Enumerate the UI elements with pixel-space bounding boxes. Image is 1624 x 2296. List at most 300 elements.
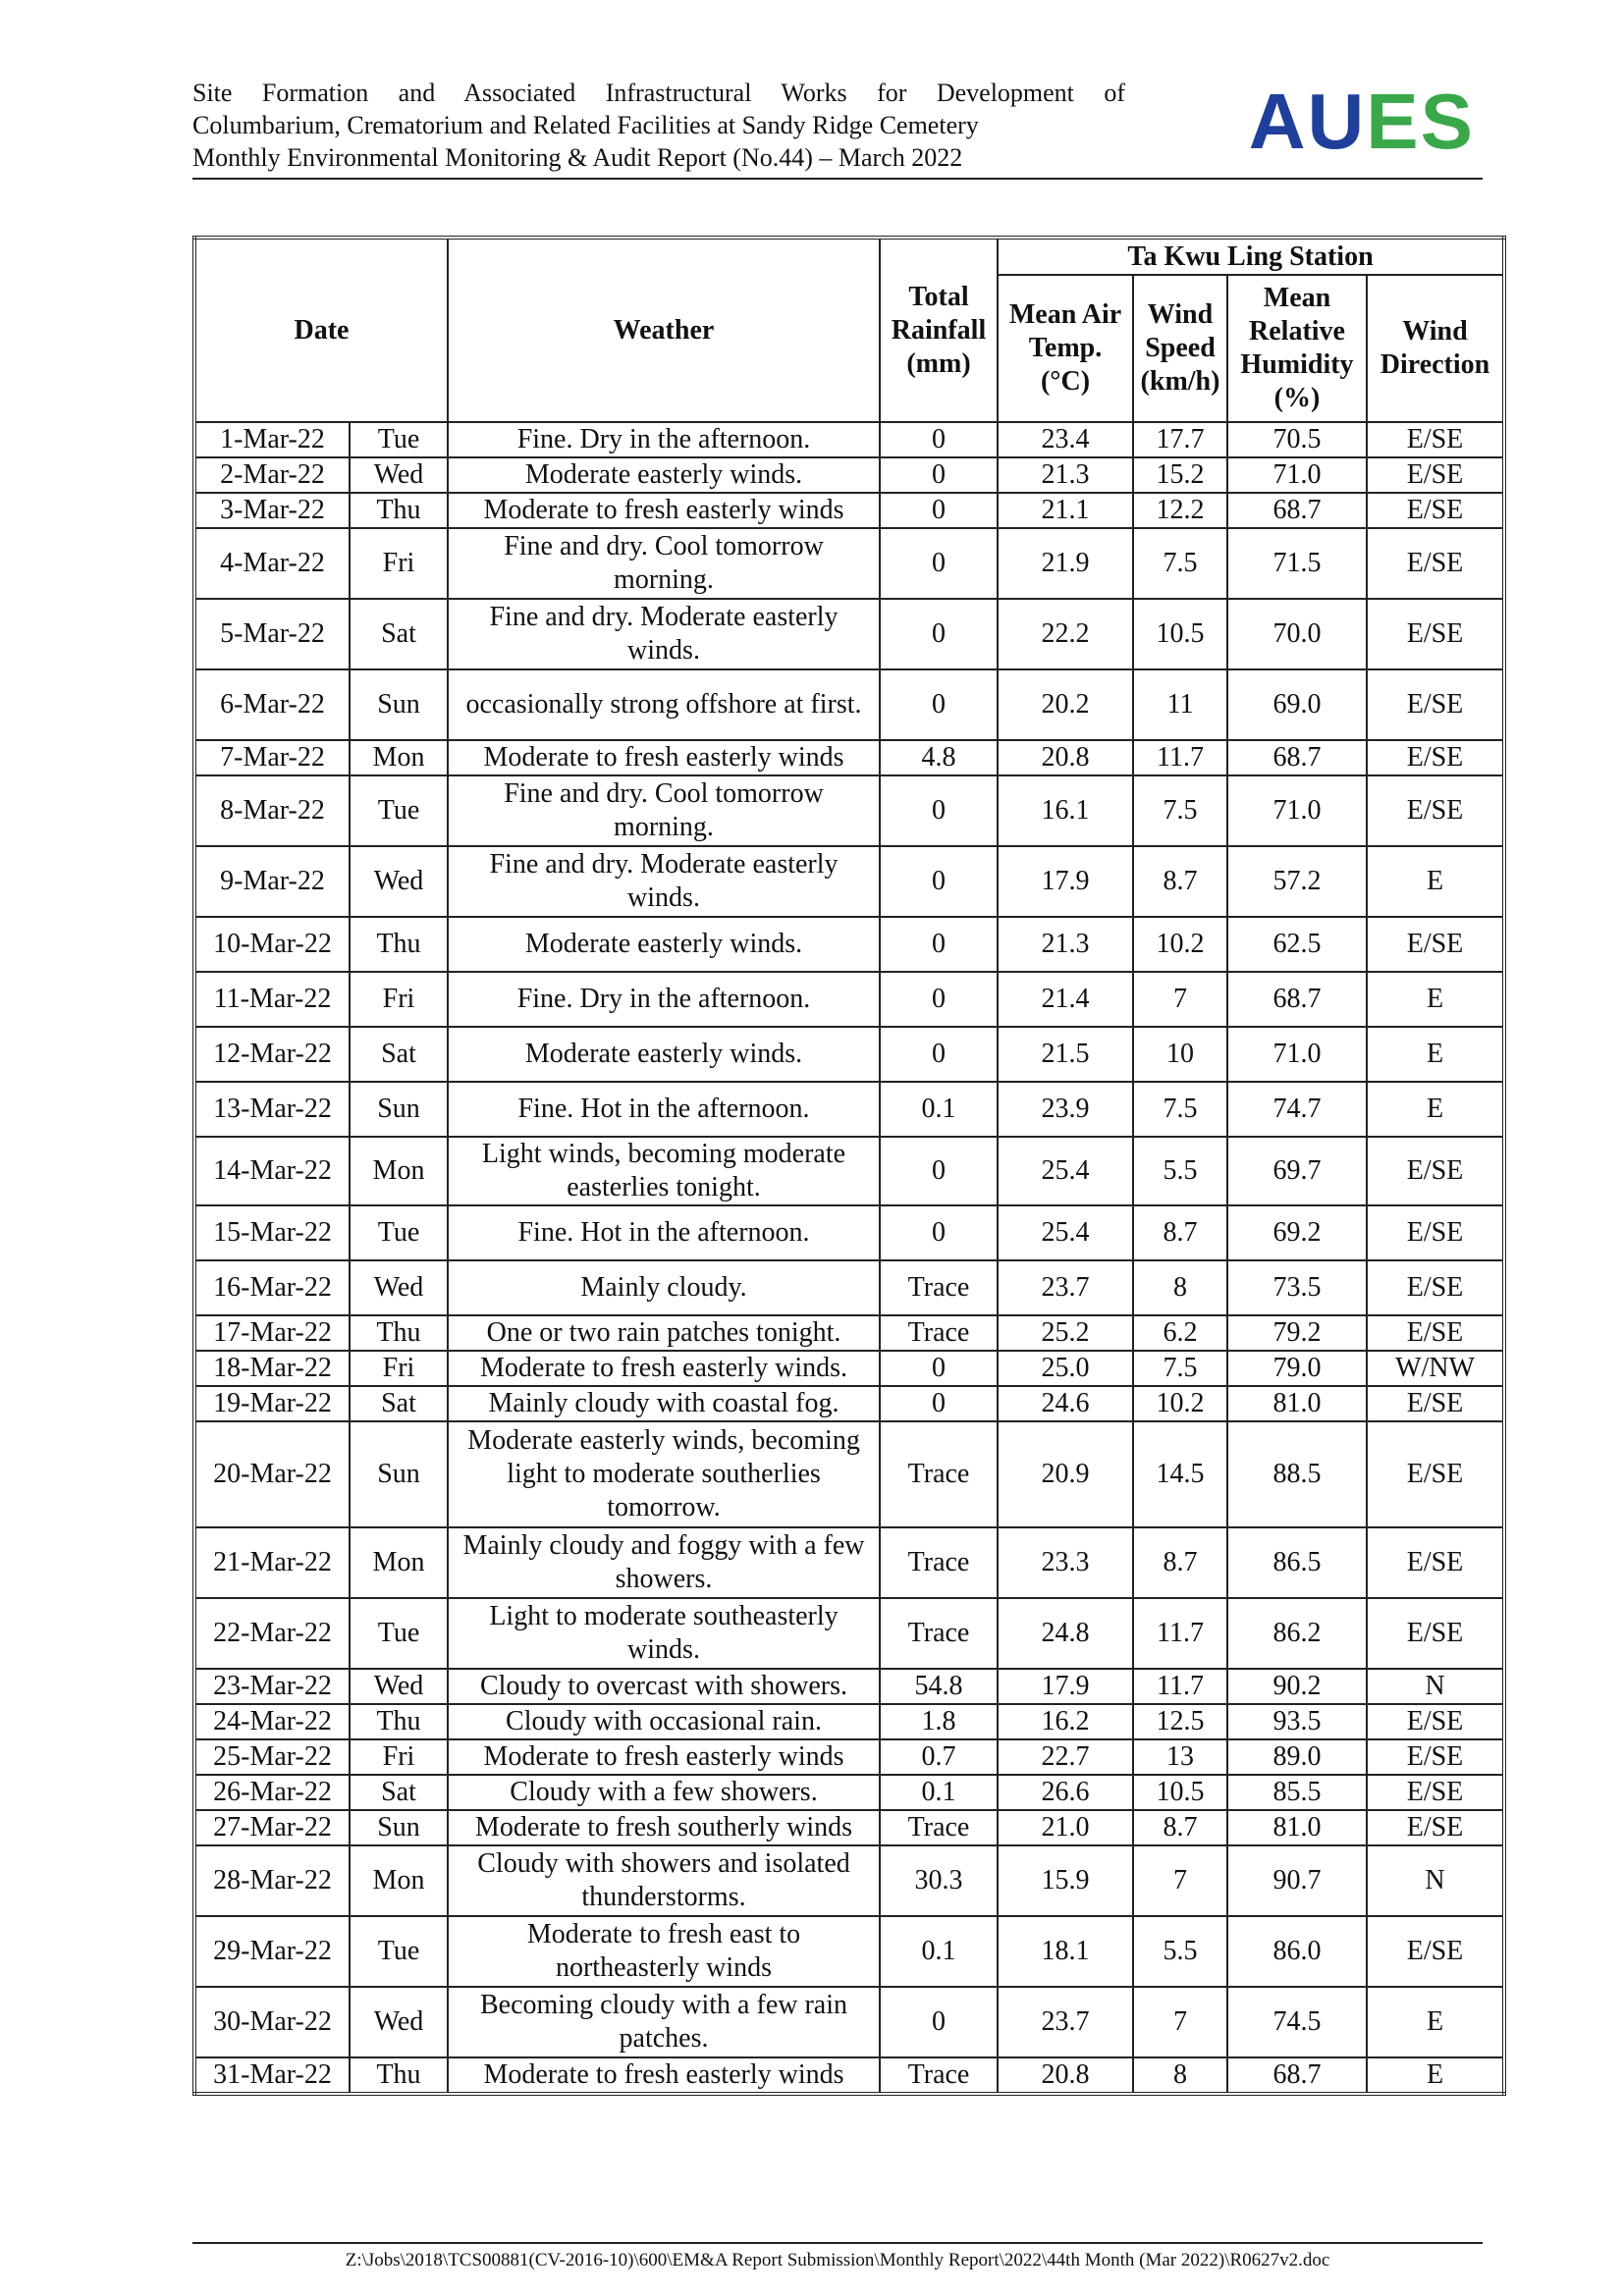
date-cell: 13-Mar-22	[194, 1082, 350, 1137]
wind-direction-cell: E	[1367, 1027, 1504, 1082]
humidity-cell: 73.5	[1227, 1260, 1367, 1315]
day-cell: Wed	[350, 1260, 448, 1315]
rainfall-cell: Trace	[880, 1598, 998, 1669]
table-row	[194, 1527, 1504, 1598]
table-row	[194, 1205, 1504, 1260]
weather-table-container	[192, 236, 1506, 2096]
wind-speed-cell: 8.7	[1133, 1527, 1227, 1598]
day-cell: Sun	[350, 1421, 448, 1527]
date-cell: 11-Mar-22	[194, 972, 350, 1027]
rainfall-cell: 0	[880, 1987, 998, 2057]
temp-cell: 23.7	[998, 1260, 1133, 1315]
day-cell: Mon	[350, 740, 448, 775]
wind-speed-cell: 5.5	[1133, 1916, 1227, 1987]
humidity-cell: 74.7	[1227, 1082, 1367, 1137]
rainfall-cell: 0	[880, 846, 998, 917]
table-row	[194, 846, 1504, 917]
temp-cell: 21.4	[998, 972, 1133, 1027]
wind-direction-cell: E/SE	[1367, 457, 1504, 493]
wind-direction-cell: E/SE	[1367, 599, 1504, 669]
wind-direction-cell: E/SE	[1367, 1315, 1504, 1351]
humidity-cell: 71.0	[1227, 1027, 1367, 1082]
temp-cell: 23.4	[998, 422, 1133, 457]
temp-cell: 24.8	[998, 1598, 1133, 1669]
weather-cell: Mainly cloudy with coastal fog.	[448, 1386, 880, 1421]
temp-cell: 23.7	[998, 1987, 1133, 2057]
rainfall-cell: 0	[880, 1027, 998, 1082]
rainfall-cell: 0	[880, 1386, 998, 1421]
table-row	[194, 2057, 1504, 2094]
weather-cell: Fine. Hot in the afternoon.	[448, 1082, 880, 1137]
wind-speed-cell: 10.5	[1133, 1775, 1227, 1810]
footer-divider	[192, 2242, 1483, 2244]
wind-direction-cell: E/SE	[1367, 493, 1504, 528]
humidity-cell: 62.5	[1227, 917, 1367, 972]
day-cell: Thu	[350, 917, 448, 972]
wind-direction-cell: E/SE	[1367, 422, 1504, 457]
table-row	[194, 917, 1504, 972]
aues-logo	[1248, 78, 1475, 165]
wind-direction-cell: E/SE	[1367, 775, 1504, 846]
table-row	[194, 1598, 1504, 1669]
date-cell: 27-Mar-22	[194, 1810, 350, 1845]
wind-direction-cell: E/SE	[1367, 740, 1504, 775]
day-cell: Thu	[350, 1704, 448, 1739]
weather-cell: Cloudy with a few showers.	[448, 1775, 880, 1810]
day-cell: Sat	[350, 1775, 448, 1810]
temp-cell: 25.0	[998, 1351, 1133, 1386]
rainfall-cell: Trace	[880, 1260, 998, 1315]
weather-cell: Moderate easterly winds.	[448, 457, 880, 493]
table-row	[194, 972, 1504, 1027]
weather-cell: Moderate to fresh east to northeasterly winds	[448, 1916, 880, 1987]
rainfall-cell: 0	[880, 775, 998, 846]
humidity-cell: 69.2	[1227, 1205, 1367, 1260]
date-cell: 22-Mar-22	[194, 1598, 350, 1669]
temp-cell: 25.4	[998, 1205, 1133, 1260]
date-cell: 19-Mar-22	[194, 1386, 350, 1421]
humidity-cell: 81.0	[1227, 1386, 1367, 1421]
date-cell: 29-Mar-22	[194, 1916, 350, 1987]
wind-direction-cell: E/SE	[1367, 1775, 1504, 1810]
wind-direction-cell: E/SE	[1367, 1810, 1504, 1845]
humidity-cell: 69.0	[1227, 669, 1367, 740]
date-cell: 30-Mar-22	[194, 1987, 350, 2057]
temp-cell: 26.6	[998, 1775, 1133, 1810]
rainfall-cell: 0	[880, 917, 998, 972]
humidity-cell: 68.7	[1227, 493, 1367, 528]
wind-direction-cell: E	[1367, 972, 1504, 1027]
temp-cell: 20.8	[998, 2057, 1133, 2094]
day-cell: Thu	[350, 2057, 448, 2094]
weather-cell: Fine. Hot in the afternoon.	[448, 1205, 880, 1260]
weather-cell: Light winds, becoming moderate easterlies tonight.	[448, 1137, 880, 1205]
weather-cell: Moderate to fresh easterly winds	[448, 493, 880, 528]
weather-table	[192, 236, 1506, 2096]
report-header	[192, 77, 1483, 175]
rainfall-cell: Trace	[880, 1315, 998, 1351]
table-row	[194, 1137, 1504, 1205]
wind-speed-cell: 12.5	[1133, 1704, 1227, 1739]
rainfall-cell: 0.1	[880, 1082, 998, 1137]
date-cell: 7-Mar-22	[194, 740, 350, 775]
date-cell: 24-Mar-22	[194, 1704, 350, 1739]
date-cell: 31-Mar-22	[194, 2057, 350, 2094]
day-cell: Fri	[350, 1351, 448, 1386]
wind-speed-cell: 11.7	[1133, 1669, 1227, 1704]
table-row	[194, 740, 1504, 775]
rainfall-cell: 4.8	[880, 740, 998, 775]
wind-speed-cell: 7.5	[1133, 1351, 1227, 1386]
report-title-block	[192, 77, 1125, 174]
file-path-footer: Z:\Jobs\2018\TCS00881(CV-2016-10)\600\EM&A Report Submission\Monthly Report\2022\44th Month (Mar 2022)\R0627v2.doc	[345, 2250, 1330, 2270]
day-cell: Fri	[350, 972, 448, 1027]
humidity-cell: 81.0	[1227, 1810, 1367, 1845]
wind-direction-cell: E/SE	[1367, 917, 1504, 972]
humidity-cell: 69.7	[1227, 1137, 1367, 1205]
wind-direction-cell: E/SE	[1367, 1739, 1504, 1775]
day-cell: Mon	[350, 1845, 448, 1916]
wind-direction-cell: E	[1367, 846, 1504, 917]
header-wind-speed: Wind Speed (km/h)	[1133, 275, 1227, 422]
weather-cell: Moderate to fresh easterly winds	[448, 1739, 880, 1775]
humidity-cell: 70.5	[1227, 422, 1367, 457]
date-cell: 21-Mar-22	[194, 1527, 350, 1598]
temp-cell: 25.2	[998, 1315, 1133, 1351]
date-cell: 26-Mar-22	[194, 1775, 350, 1810]
wind-speed-cell: 10.5	[1133, 599, 1227, 669]
wind-speed-cell: 7	[1133, 972, 1227, 1027]
report-title-line-2: Columbarium, Crematorium and Related Facilities at Sandy Ridge Cemetery	[192, 111, 979, 139]
wind-direction-cell: E	[1367, 2057, 1504, 2094]
humidity-cell: 86.5	[1227, 1527, 1367, 1598]
weather-cell: Cloudy with showers and isolated thunderstorms.	[448, 1845, 880, 1916]
wind-speed-cell: 8.7	[1133, 1205, 1227, 1260]
humidity-cell: 68.7	[1227, 2057, 1367, 2094]
wind-direction-cell: E/SE	[1367, 1205, 1504, 1260]
table-row	[194, 1315, 1504, 1351]
rainfall-cell: 0	[880, 972, 998, 1027]
day-cell: Tue	[350, 1598, 448, 1669]
logo-part-es: ES	[1366, 78, 1475, 165]
temp-cell: 22.7	[998, 1739, 1133, 1775]
wind-speed-cell: 11	[1133, 669, 1227, 740]
temp-cell: 23.9	[998, 1082, 1133, 1137]
date-cell: 3-Mar-22	[194, 493, 350, 528]
day-cell: Sun	[350, 669, 448, 740]
report-title-line-1: Site Formation and Associated Infrastructural Works for Development of	[192, 79, 1125, 107]
date-cell: 12-Mar-22	[194, 1027, 350, 1082]
weather-cell: Becoming cloudy with a few rain patches.	[448, 1987, 880, 2057]
wind-direction-cell: E/SE	[1367, 1137, 1504, 1205]
temp-cell: 20.2	[998, 669, 1133, 740]
weather-cell: Moderate easterly winds.	[448, 917, 880, 972]
header-divider	[192, 178, 1483, 180]
table-row	[194, 669, 1504, 740]
rainfall-cell: Trace	[880, 1527, 998, 1598]
rainfall-cell: 0.1	[880, 1916, 998, 1987]
wind-speed-cell: 5.5	[1133, 1137, 1227, 1205]
weather-cell: Fine. Dry in the afternoon.	[448, 422, 880, 457]
rainfall-cell: Trace	[880, 2057, 998, 2094]
report-title-line-3: Monthly Environmental Monitoring & Audit Report (No.44) – March 2022	[192, 143, 963, 172]
temp-cell: 21.0	[998, 1810, 1133, 1845]
table-row	[194, 1916, 1504, 1987]
humidity-cell: 74.5	[1227, 1987, 1367, 2057]
day-cell: Sun	[350, 1810, 448, 1845]
wind-speed-cell: 8.7	[1133, 846, 1227, 917]
weather-cell: Cloudy to overcast with showers.	[448, 1669, 880, 1704]
header-wind-direction: Wind Direction	[1367, 275, 1504, 422]
wind-speed-cell: 12.2	[1133, 493, 1227, 528]
temp-cell: 16.2	[998, 1704, 1133, 1739]
wind-direction-cell: E/SE	[1367, 1704, 1504, 1739]
temp-cell: 22.2	[998, 599, 1133, 669]
weather-cell: Moderate to fresh easterly winds	[448, 740, 880, 775]
rainfall-cell: 0.7	[880, 1739, 998, 1775]
table-row	[194, 1260, 1504, 1315]
day-cell: Tue	[350, 422, 448, 457]
humidity-cell: 70.0	[1227, 599, 1367, 669]
humidity-cell: 89.0	[1227, 1739, 1367, 1775]
logo-part-au: AU	[1248, 78, 1367, 165]
weather-cell: Moderate easterly winds, becoming light to moderate southerlies tomorrow.	[448, 1421, 880, 1527]
date-cell: 5-Mar-22	[194, 599, 350, 669]
wind-speed-cell: 7	[1133, 1987, 1227, 2057]
humidity-cell: 79.2	[1227, 1315, 1367, 1351]
humidity-cell: 90.2	[1227, 1669, 1367, 1704]
temp-cell: 24.6	[998, 1386, 1133, 1421]
weather-cell: Fine and dry. Moderate easterly winds.	[448, 846, 880, 917]
weather-table-body	[194, 422, 1504, 2094]
date-cell: 23-Mar-22	[194, 1669, 350, 1704]
date-cell: 14-Mar-22	[194, 1137, 350, 1205]
humidity-cell: 68.7	[1227, 972, 1367, 1027]
date-cell: 17-Mar-22	[194, 1315, 350, 1351]
temp-cell: 15.9	[998, 1845, 1133, 1916]
wind-direction-cell: E/SE	[1367, 528, 1504, 599]
humidity-cell: 71.0	[1227, 457, 1367, 493]
header-mean-relative-humidity: Mean Relative Humidity (%)	[1227, 275, 1367, 422]
rainfall-cell: 0	[880, 669, 998, 740]
date-cell: 1-Mar-22	[194, 422, 350, 457]
date-cell: 6-Mar-22	[194, 669, 350, 740]
wind-speed-cell: 7.5	[1133, 775, 1227, 846]
date-cell: 16-Mar-22	[194, 1260, 350, 1315]
weather-cell: Fine and dry. Cool tomorrow morning.	[448, 528, 880, 599]
humidity-cell: 85.5	[1227, 1775, 1367, 1810]
temp-cell: 20.8	[998, 740, 1133, 775]
header-date: Date	[194, 238, 448, 422]
wind-direction-cell: W/NW	[1367, 1351, 1504, 1386]
wind-speed-cell: 10.2	[1133, 1386, 1227, 1421]
day-cell: Thu	[350, 1315, 448, 1351]
table-row	[194, 1082, 1504, 1137]
rainfall-cell: 30.3	[880, 1845, 998, 1916]
temp-cell: 21.5	[998, 1027, 1133, 1082]
day-cell: Mon	[350, 1527, 448, 1598]
temp-cell: 17.9	[998, 1669, 1133, 1704]
day-cell: Fri	[350, 1739, 448, 1775]
rainfall-cell: 0	[880, 493, 998, 528]
date-cell: 9-Mar-22	[194, 846, 350, 917]
wind-direction-cell: E	[1367, 1987, 1504, 2057]
temp-cell: 25.4	[998, 1137, 1133, 1205]
rainfall-cell: 0	[880, 1351, 998, 1386]
weather-cell: Moderate easterly winds.	[448, 1027, 880, 1082]
weather-cell: Light to moderate southeasterly winds.	[448, 1598, 880, 1669]
temp-cell: 20.9	[998, 1421, 1133, 1527]
weather-cell: Mainly cloudy.	[448, 1260, 880, 1315]
wind-speed-cell: 8	[1133, 2057, 1227, 2094]
rainfall-cell: 0	[880, 599, 998, 669]
day-cell: Mon	[350, 1137, 448, 1205]
humidity-cell: 71.5	[1227, 528, 1367, 599]
rainfall-cell: 0	[880, 528, 998, 599]
day-cell: Wed	[350, 457, 448, 493]
day-cell: Sat	[350, 1386, 448, 1421]
weather-cell: Moderate to fresh easterly winds.	[448, 1351, 880, 1386]
wind-speed-cell: 15.2	[1133, 457, 1227, 493]
wind-direction-cell: N	[1367, 1845, 1504, 1916]
temp-cell: 21.3	[998, 917, 1133, 972]
date-cell: 8-Mar-22	[194, 775, 350, 846]
wind-direction-cell: E/SE	[1367, 1598, 1504, 1669]
rainfall-cell: 1.8	[880, 1704, 998, 1739]
table-row	[194, 1810, 1504, 1845]
humidity-cell: 90.7	[1227, 1845, 1367, 1916]
wind-direction-cell: E/SE	[1367, 669, 1504, 740]
wind-direction-cell: N	[1367, 1669, 1504, 1704]
humidity-cell: 86.0	[1227, 1916, 1367, 1987]
table-row	[194, 1386, 1504, 1421]
day-cell: Tue	[350, 1916, 448, 1987]
rainfall-cell: 0	[880, 1205, 998, 1260]
table-row	[194, 457, 1504, 493]
table-row	[194, 493, 1504, 528]
day-cell: Wed	[350, 1669, 448, 1704]
day-cell: Fri	[350, 528, 448, 599]
day-cell: Wed	[350, 846, 448, 917]
day-cell: Sun	[350, 1082, 448, 1137]
wind-direction-cell: E/SE	[1367, 1421, 1504, 1527]
table-row	[194, 1351, 1504, 1386]
wind-speed-cell: 11.7	[1133, 740, 1227, 775]
temp-cell: 17.9	[998, 846, 1133, 917]
wind-speed-cell: 8	[1133, 1260, 1227, 1315]
table-row	[194, 1421, 1504, 1527]
date-cell: 20-Mar-22	[194, 1421, 350, 1527]
date-cell: 2-Mar-22	[194, 457, 350, 493]
humidity-cell: 93.5	[1227, 1704, 1367, 1739]
wind-direction-cell: E/SE	[1367, 1260, 1504, 1315]
humidity-cell: 79.0	[1227, 1351, 1367, 1386]
weather-cell: Fine. Dry in the afternoon.	[448, 972, 880, 1027]
day-cell: Wed	[350, 1987, 448, 2057]
table-row	[194, 1775, 1504, 1810]
date-cell: 4-Mar-22	[194, 528, 350, 599]
wind-speed-cell: 10.2	[1133, 917, 1227, 972]
rainfall-cell: 54.8	[880, 1669, 998, 1704]
rainfall-cell: 0	[880, 457, 998, 493]
weather-cell: Moderate to fresh southerly winds	[448, 1810, 880, 1845]
table-row	[194, 528, 1504, 599]
weather-cell: One or two rain patches tonight.	[448, 1315, 880, 1351]
table-row	[194, 775, 1504, 846]
table-row	[194, 599, 1504, 669]
wind-direction-cell: E/SE	[1367, 1527, 1504, 1598]
temp-cell: 23.3	[998, 1527, 1133, 1598]
wind-speed-cell: 17.7	[1133, 422, 1227, 457]
temp-cell: 16.1	[998, 775, 1133, 846]
wind-speed-cell: 8.7	[1133, 1810, 1227, 1845]
wind-direction-cell: E/SE	[1367, 1386, 1504, 1421]
wind-direction-cell: E/SE	[1367, 1916, 1504, 1987]
weather-cell: occasionally strong offshore at first.	[448, 669, 880, 740]
table-row	[194, 1669, 1504, 1704]
weather-cell: Fine and dry. Moderate easterly winds.	[448, 599, 880, 669]
temp-cell: 21.3	[998, 457, 1133, 493]
weather-cell: Moderate to fresh easterly winds	[448, 2057, 880, 2094]
humidity-cell: 68.7	[1227, 740, 1367, 775]
table-row	[194, 1987, 1504, 2057]
temp-cell: 18.1	[998, 1916, 1133, 1987]
rainfall-cell: 0	[880, 1137, 998, 1205]
table-row	[194, 1845, 1504, 1916]
table-row	[194, 1739, 1504, 1775]
temp-cell: 21.9	[998, 528, 1133, 599]
humidity-cell: 57.2	[1227, 846, 1367, 917]
day-cell: Sat	[350, 599, 448, 669]
weather-cell: Cloudy with occasional rain.	[448, 1704, 880, 1739]
humidity-cell: 86.2	[1227, 1598, 1367, 1669]
wind-speed-cell: 6.2	[1133, 1315, 1227, 1351]
header-station: Ta Kwu Ling Station	[998, 238, 1504, 275]
rainfall-cell: 0	[880, 422, 998, 457]
wind-speed-cell: 7.5	[1133, 1082, 1227, 1137]
date-cell: 10-Mar-22	[194, 917, 350, 972]
wind-speed-cell: 7.5	[1133, 528, 1227, 599]
weather-cell: Fine and dry. Cool tomorrow morning.	[448, 775, 880, 846]
wind-speed-cell: 10	[1133, 1027, 1227, 1082]
rainfall-cell: Trace	[880, 1421, 998, 1527]
wind-speed-cell: 14.5	[1133, 1421, 1227, 1527]
header-total-rainfall: Total Rainfall (mm)	[880, 238, 998, 422]
humidity-cell: 71.0	[1227, 775, 1367, 846]
humidity-cell: 88.5	[1227, 1421, 1367, 1527]
table-row	[194, 1704, 1504, 1739]
date-cell: 28-Mar-22	[194, 1845, 350, 1916]
date-cell: 25-Mar-22	[194, 1739, 350, 1775]
day-cell: Thu	[350, 493, 448, 528]
date-cell: 18-Mar-22	[194, 1351, 350, 1386]
wind-speed-cell: 11.7	[1133, 1598, 1227, 1669]
wind-speed-cell: 13	[1133, 1739, 1227, 1775]
table-row	[194, 422, 1504, 457]
weather-cell: Mainly cloudy and foggy with a few showers.	[448, 1527, 880, 1598]
table-row	[194, 1027, 1504, 1082]
rainfall-cell: 0.1	[880, 1775, 998, 1810]
wind-direction-cell: E	[1367, 1082, 1504, 1137]
wind-speed-cell: 7	[1133, 1845, 1227, 1916]
date-cell: 15-Mar-22	[194, 1205, 350, 1260]
day-cell: Tue	[350, 1205, 448, 1260]
rainfall-cell: Trace	[880, 1810, 998, 1845]
header-weather: Weather	[448, 238, 880, 422]
day-cell: Sat	[350, 1027, 448, 1082]
header-mean-air-temp: Mean Air Temp. (°C)	[998, 275, 1133, 422]
day-cell: Tue	[350, 775, 448, 846]
